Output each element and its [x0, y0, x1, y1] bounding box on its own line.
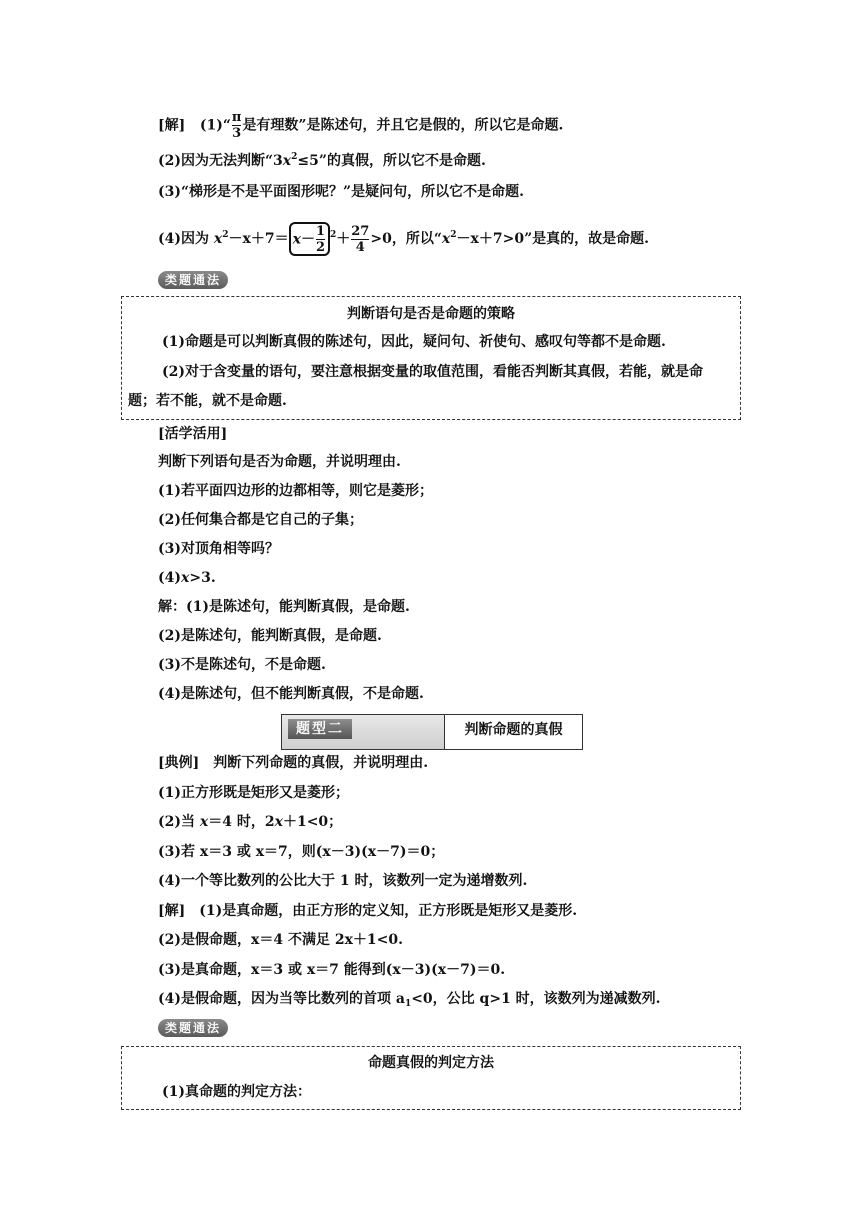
text-segment: <0，公比 q>1 时，该数列为递减数列.: [411, 991, 661, 1007]
variable-x: x: [282, 153, 292, 169]
fraction-pi-over-3: [232, 110, 242, 141]
text-segment: (1)“: [199, 117, 231, 134]
example-question-4: (4)一个等比数列的公比大于 1 时，该数列一定为递增数列.: [158, 873, 528, 889]
strategy-box-1: [121, 296, 741, 420]
text-segment: ≤5”的真假，所以它不是命题.: [297, 153, 486, 169]
practice-answer-1: 解：(1)是陈述句，能判断真假，是命题.: [158, 599, 410, 615]
text-segment: (2)当: [158, 814, 200, 830]
example-solution-2: (2)是假命题，x＝4 不满足 2x＋1<0.: [158, 932, 403, 948]
section-heading: [281, 714, 583, 750]
text-segment: 是有理数”是陈述句，并且它是假的，所以它是命题.: [242, 117, 564, 134]
example-question-3: (3)若 x＝3 或 x＝7，则(x－3)(x－7)＝0；: [158, 844, 445, 860]
text-segment: (4)是假命题，因为当等比数列的首项 a: [158, 991, 405, 1007]
exponent: 2: [291, 152, 298, 162]
fraction-numerator: 1: [315, 224, 325, 239]
strategy-line-1: (1)命题是可以判断真假的陈述句，因此，疑问句、祈使句、感叹句等都不是命题.: [162, 334, 666, 350]
example-question-1: (1)正方形既是矩形又是菱形；: [158, 785, 349, 801]
variable-x: x: [441, 231, 451, 247]
variable-x: x: [274, 814, 283, 830]
text-segment: (2)因为无法判断“3: [158, 153, 283, 169]
section-heading-left: [282, 715, 445, 749]
variable-x: x: [199, 814, 209, 830]
fraction-numerator: 27: [351, 223, 370, 239]
exponent: 2: [330, 230, 337, 240]
text-segment: (4): [158, 570, 181, 586]
operator: ＋: [336, 231, 351, 247]
fraction-27-over-4: [351, 224, 369, 255]
method-badge-1: 类题通法: [158, 271, 228, 289]
text-segment: －x＋7>0”是真的，故是命题.: [456, 231, 650, 247]
parenthesis-group: [289, 222, 330, 256]
strategy-box-title: 命题真假的判定方法: [368, 1055, 494, 1071]
practice-answer-3: (3)不是陈述句，不是命题.: [158, 657, 326, 673]
text-segment: (4)因为: [158, 231, 214, 247]
exponent: 2: [450, 230, 457, 240]
text-segment: ＝4 时，2: [208, 814, 275, 830]
text-segment: >3.: [189, 570, 216, 586]
fraction-denominator: 4: [355, 239, 365, 255]
practice-intro: 判断下列语句是否为命题，并说明理由.: [158, 454, 401, 470]
solution-line-2: [158, 152, 486, 170]
solution-tag: [解]: [158, 117, 186, 134]
fraction-denominator: 3: [232, 126, 242, 141]
strategy-line-1: (1)真命题的判定方法：: [162, 1084, 311, 1100]
exponent: 2: [222, 230, 229, 240]
text-segment: ＋1<0；: [282, 814, 343, 830]
practice-answer-4: (4)是陈述句，但不能判断真假，不是命题.: [158, 686, 424, 702]
subscript: 1: [404, 999, 412, 1009]
section-tag: 题型二: [288, 719, 352, 739]
operator: －: [300, 231, 315, 248]
example-question-2: [158, 813, 342, 831]
solution-line-1: [158, 110, 563, 141]
method-badge-2: 类题通法: [158, 1019, 228, 1037]
variable-x: x: [213, 231, 223, 247]
strategy-box-title: 判断语句是否是命题的策略: [347, 306, 515, 322]
example-solution-3: (3)是真命题，x＝3 或 x＝7 能得到(x－3)(x－7)＝0.: [158, 962, 506, 978]
practice-question-3: (3)对顶角相等吗？: [158, 541, 279, 557]
practice-tag: [活学活用]: [158, 426, 228, 442]
example-solution-1: [解] (1)是真命题，由正方形的定义知，正方形既是矩形又是菱形.: [158, 903, 578, 919]
variable-x: x: [181, 570, 190, 586]
practice-question-1: (1)若平面四边形的边都相等，则它是菱形；: [158, 483, 433, 499]
variable-x: x: [292, 231, 301, 248]
section-title: 判断命题的真假: [464, 722, 563, 738]
solution-line-4: [158, 222, 649, 256]
practice-question-4: [158, 569, 216, 587]
strategy-line-3: 题；若不能，就不是命题.: [128, 393, 287, 409]
practice-answer-2: (2)是陈述句，能判断真假，是命题.: [158, 628, 382, 644]
strategy-box-2: [121, 1046, 741, 1110]
example-solution-4: [158, 990, 661, 1008]
text-segment: －x＋7＝: [228, 231, 289, 247]
solution-line-3: (3)“梯形是不是平面图形呢？”是疑问句，所以它不是命题.: [158, 184, 524, 200]
strategy-line-2: (2)对于含变量的语句，要注意根据变量的取值范围，看能否判断其真假，若能，就是命: [162, 364, 703, 380]
fraction-1-over-2: [316, 224, 325, 255]
example-intro: [典例] 判断下列命题的真假，并说明理由.: [158, 755, 429, 771]
practice-question-2: (2)任何集合都是它自己的子集；: [158, 512, 363, 528]
fraction-numerator: π: [231, 110, 242, 125]
text-segment: >0，所以“: [370, 231, 442, 247]
fraction-denominator: 2: [315, 240, 325, 255]
